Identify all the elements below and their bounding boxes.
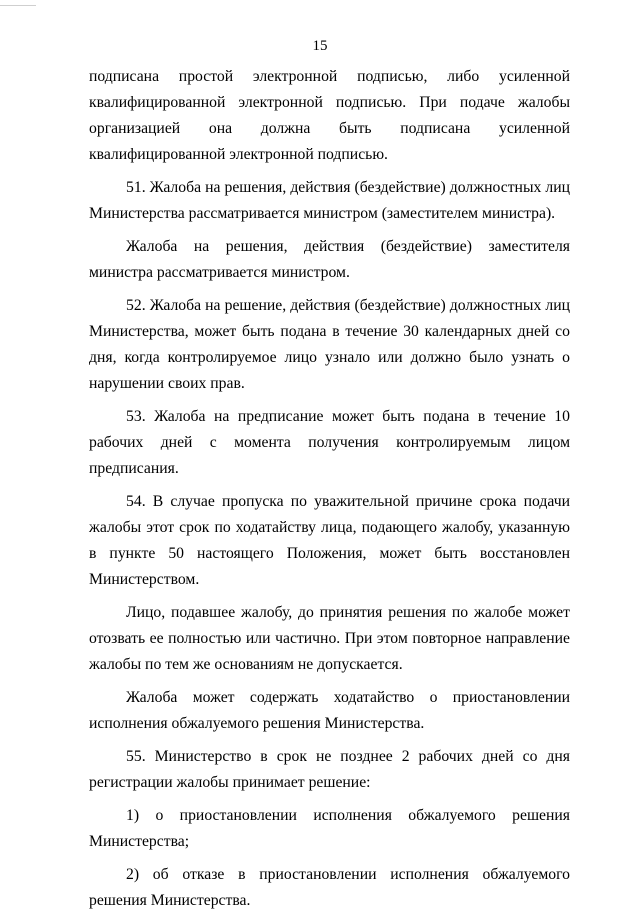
paragraph-55-item-1: 1) о приостановлении исполнения обжалуемого решения Министерства; [89,807,570,850]
paragraph-51: 51. Жалоба на решения, действия (бездействие) должностных лиц Министерства рассматривается министром (заместителем министра). [89,179,570,222]
paragraph-53: 53. Жалоба на предписание может быть подана в течение 10 рабочих дней с момента получения контролируемым лицом предписания. [89,408,570,477]
paragraph-55-item-2: 2) об отказе в приостановлении исполнения обжалуемого решения Министерства. [89,866,570,909]
paragraph-continuation: подписана простой электронной подписью, либо усиленной квалифицированной электронной подписью. При подаче жалобы организацией она должна быть подписана усиленной квалифицированной электронной подписью. [89,68,570,163]
paragraph-54-withdrawal: Лицо, подавшее жалобу, до принятия решения по жалобе может отозвать ее полностью или частично. При этом повторное направление жалобы по тем же основаниям не допускается. [89,604,570,673]
paragraph-55: 55. Министерство в срок не позднее 2 рабочих дней со дня регистрации жалобы принимает решение: [89,748,570,791]
page-number: 15 [312,38,328,54]
paragraph-54: 54. В случае пропуска по уважительной причине срока подачи жалобы этот срок по ходатайству лица, подающего жалобу, указанную в пункте 50 настоящего Положения, может быть восстановлен Министерством. [89,493,570,588]
paragraph-54-suspension-request: Жалоба может содержать ходатайство о приостановлении исполнения обжалуемого решения Министерства. [89,689,570,732]
paragraph-52: 52. Жалоба на решение, действия (бездействие) должностных лиц Министерства, может быть подана в течение 30 календарных дней со дня, когда контролируемое лицо узнало или должно было узнать о нарушении своих прав. [89,297,570,392]
scan-corner-mark [0,0,36,6]
document-body [89,64,570,921]
paragraph-51-deputy: Жалоба на решения, действия (бездействие) заместителя министра рассматривается министром. [89,238,570,281]
